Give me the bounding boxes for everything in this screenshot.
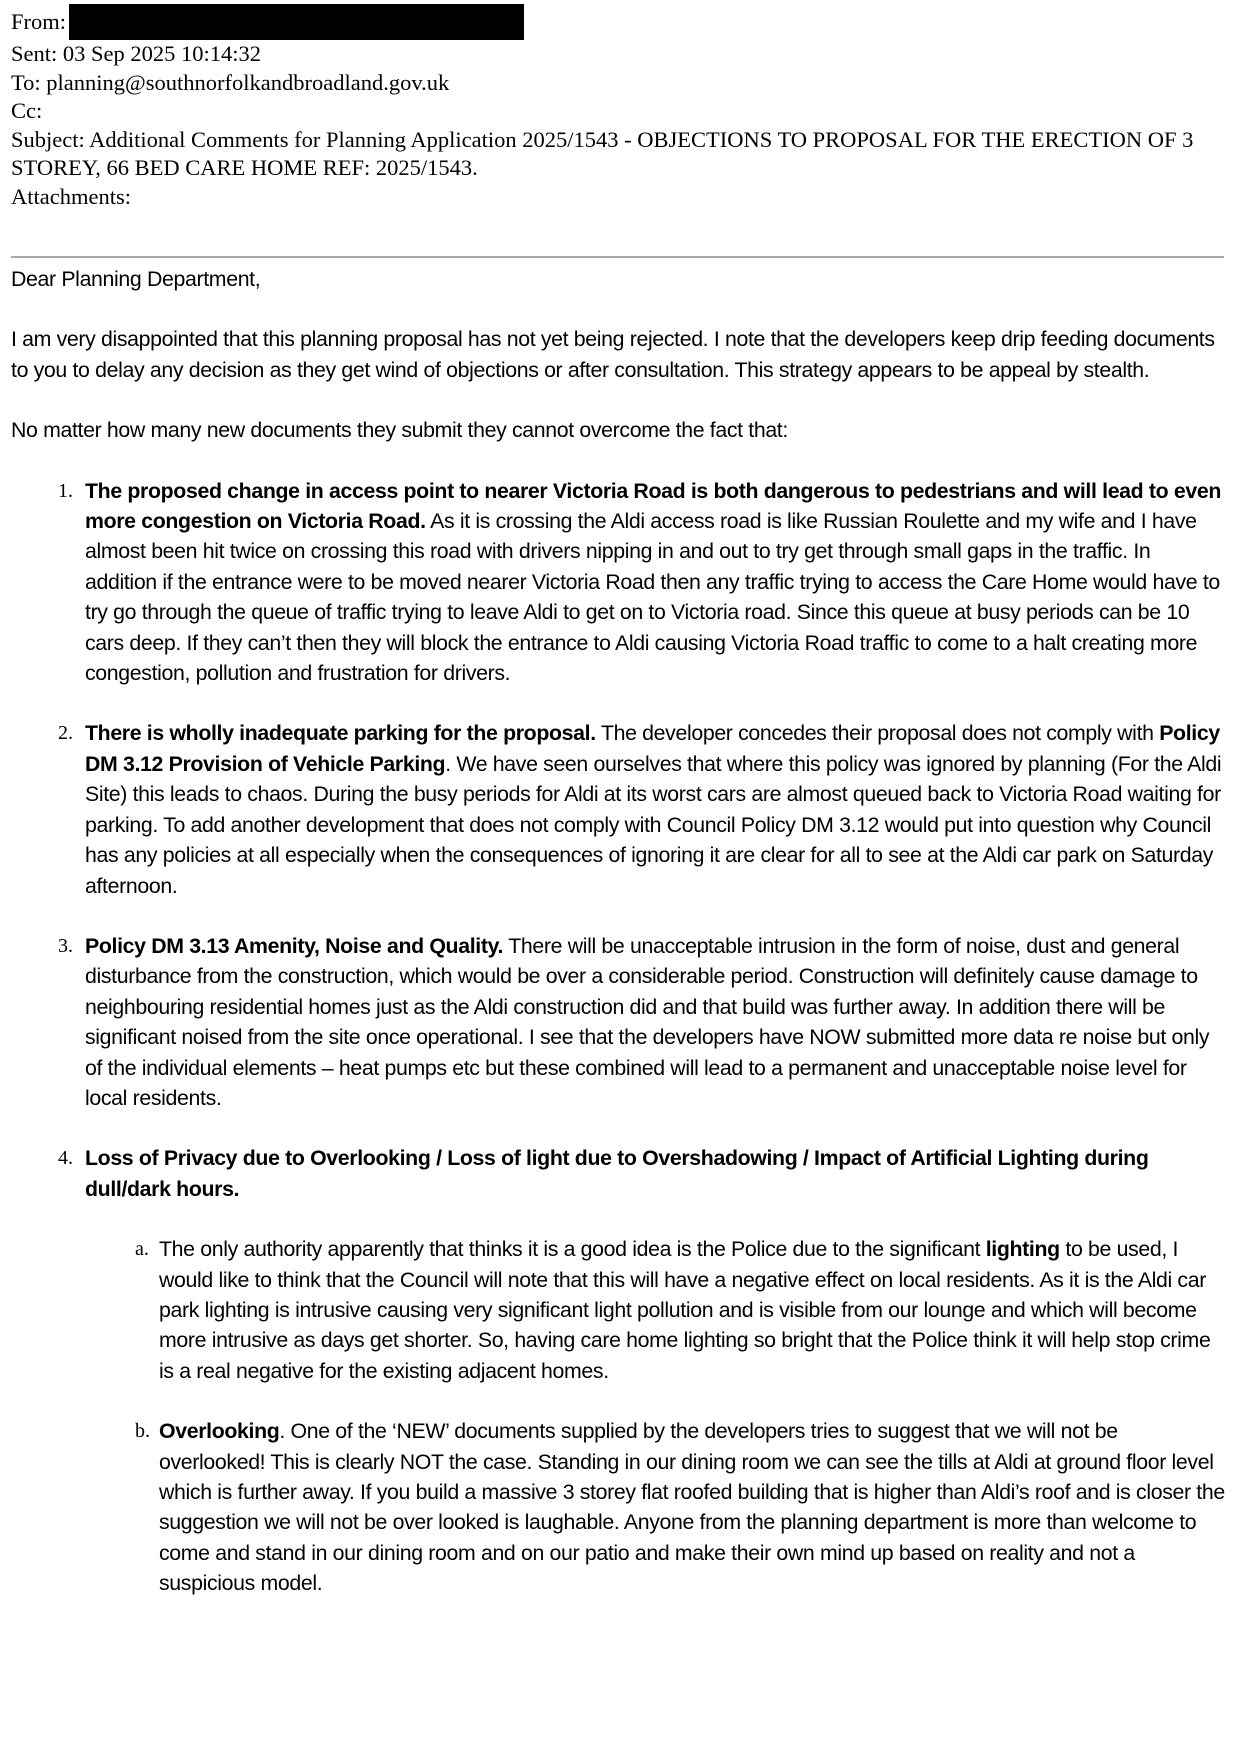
policy-reference: Policy DM 3.12 Provision of Vehicle Parking: [85, 721, 1220, 776]
intro-paragraph: I am very disappointed that this planning proposal has not yet being rejected. I note that the developers keep drip feeding documents to you to delay any decision as they get wind of objections or after consultation. This strategy appears to be appeal by stealth.: [11, 327, 1215, 382]
lead-in-paragraph: No matter how many new documents they submit they cannot overcome the fact that:: [11, 418, 788, 443]
sub-item-emphasis: lighting: [985, 1237, 1060, 1262]
sent-line: Sent: 03 Sep 2025 10:14:32: [11, 41, 262, 66]
item-number: 3.: [58, 934, 73, 957]
sub-item-text-continued: to be used, I would like to think that the Council will note that this will have a negative effect on local residents. As it is the Aldi car park lighting is intrusive causing very significant light pollution and is visible from our lounge and which will become more intrusive as days get shorter. So, having care home lighting so bright that the Police think it will help stop crime is a real negative for the existing adjacent homes.: [159, 1237, 1211, 1383]
item-number: 4.: [58, 1147, 73, 1170]
email-body: [11, 262, 1226, 1629]
objection-item-1: [11, 476, 1226, 689]
item-text-continued: . We have seen ourselves that where this policy was ignored by planning (For the Aldi Site) this leads to chaos. During the busy periods for Aldi at its worst cars are almost queued back to Victoria Road waiting for parking. To add another development that does not comply with Council Policy DM 3.12 would put into question why Council has any policies at all especially when the consequences of ignoring it are clear for all to see at the Aldi car park on Saturday afternoon.: [85, 751, 1222, 898]
sub-item-text: The only authority apparently that thinks it is a good idea is the Police due to the significant: [159, 1237, 986, 1262]
cc-line: Cc:: [11, 98, 43, 124]
objection-item-4: [11, 1143, 1226, 1598]
redaction-box: [69, 4, 524, 40]
item-number: 2.: [58, 722, 73, 745]
objection-list: [11, 476, 1226, 1599]
from-label: From:: [11, 9, 67, 34]
item-heading: Policy DM 3.13 Amenity, Noise and Quality.: [85, 933, 504, 958]
sub-item-letter: a.: [135, 1238, 149, 1261]
sub-objection-list: [85, 1234, 1226, 1598]
to-line: To: planning@southnorfolkandbroadland.gov.uk: [11, 69, 450, 95]
item-text: The developer concedes their proposal does not comply with: [595, 721, 1160, 746]
greeting: Dear Planning Department,: [11, 267, 261, 291]
subject-line: Subject: Additional Comments for Planning Application 2025/1543 - OBJECTIONS TO PROPOSAL FOR THE ERECTION OF 3 STOREY, 66 BED CARE HOME REF: 2025/1543.: [11, 126, 1194, 181]
item-heading: The proposed change in access point to nearer Victoria Road is both dangerous to pedestrians and will lead to even more congestion on Victoria Road.: [85, 478, 1222, 534]
item-text: There will be unacceptable intrusion in the form of noise, dust and general disturbance from the construction, which would be over a considerable period. Construction will definitely cause damage to neighbouring residential homes just as the Aldi construction did and that build was further away. In addition there will be significant noised from the site once operational. I see that the developers have NOW submitted more data re noise but only of the individual elements – heat pumps etc but these combined will lead to a permanent and unacceptable noise level for local residents.: [85, 933, 1210, 1110]
sub-item-letter: b.: [135, 1420, 150, 1443]
attachments-line: Attachments:: [11, 183, 131, 209]
from-line: [11, 8, 1226, 40]
email-header: [11, 8, 1226, 212]
item-text: As it is crossing the Aldi access road is like Russian Roulette and my wife and I have almost been hit twice on crossing this road with drivers nipping in and out to try get through small gaps in the traffic. In addition if the entrance were to be moved nearer Victoria Road then any traffic trying to access the Care Home would have to try go through the queue of traffic trying to leave Aldi to get on to Victoria road. Since this queue at busy periods can be 10 cars deep. If they can’t then they will block the entrance to Aldi causing Victoria Road traffic to come to a halt creating more congestion, pollution and frustration for drivers.: [85, 509, 1220, 686]
sub-item-heading: Overlooking: [159, 1419, 280, 1444]
sub-objection-a: [85, 1234, 1226, 1386]
item-heading: Loss of Privacy due to Overlooking / Loss of light due to Overshadowing / Impact of Artificial Lighting during dull/dark hours.: [85, 1146, 1149, 1201]
item-heading: There is wholly inadequate parking for the proposal.: [85, 721, 596, 746]
item-number: 1.: [58, 479, 73, 502]
sub-objection-b: [85, 1416, 1226, 1598]
sub-item-text: . One of the ‘NEW’ documents supplied by the developers tries to suggest that we will not be overlooked! This is clearly NOT the case. Standing in our dining room we can see the tills at Aldi at ground floor level which is further away. If you build a massive 3 storey flat roofed building that is higher than Aldi’s roof and is closer the suggestion we will not be over looked is laughable. Anyone from the planning department is more than welcome to come and stand in our dining room and on our patio and make their own mind up based on reality and not a suspicious model.: [159, 1419, 1225, 1596]
header-divider: [11, 256, 1224, 258]
objection-item-2: [11, 718, 1226, 900]
objection-item-3: [11, 931, 1226, 1113]
